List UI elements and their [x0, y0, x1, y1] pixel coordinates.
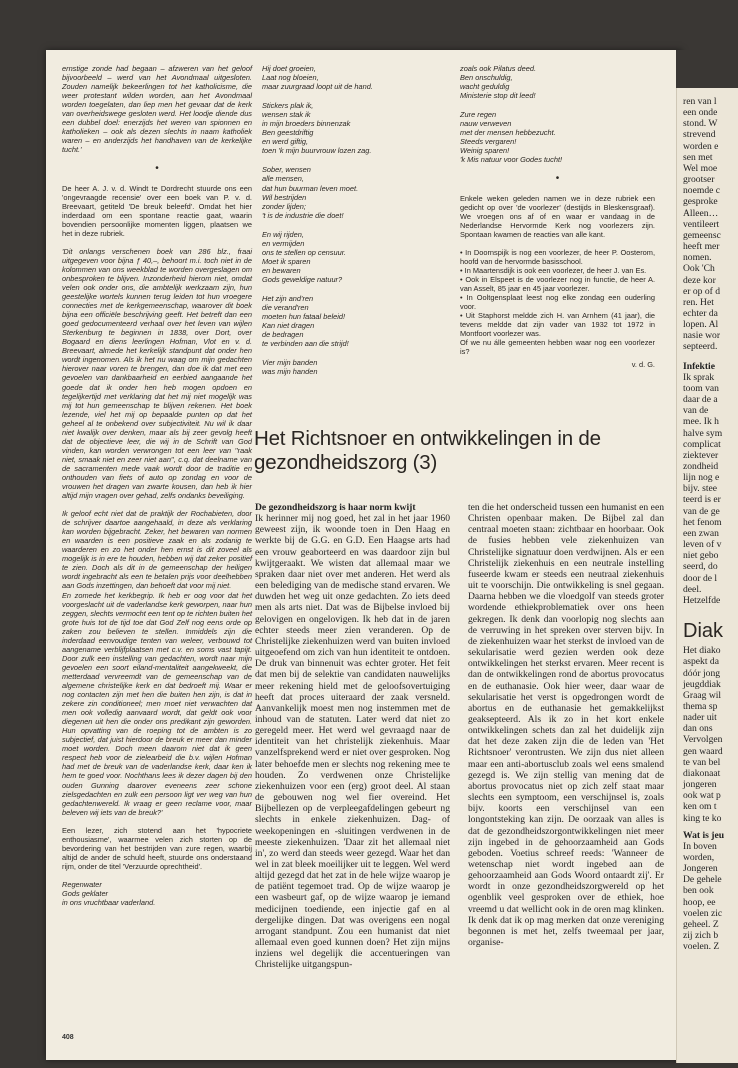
- poem-line: in ons vruchtbaar vaderland.: [62, 898, 156, 908]
- col3-item: • In Maartensdijk is ook een voorlezer, de heer J. van Es.: [460, 265, 647, 275]
- poem-line: Regenwater: [62, 879, 102, 889]
- next-page-text: ren van l een onde stond. W strevend worden e sen met Wel moe grootser noemde c gesproke Alleen… ventileert gemeensc heeft mer nomen. Ook 'Ch deze kor er op of d ren. Het echter da lopen. Al nasie wor septeerd. Infektie Ik sprak toom van daar de a van de mee. Ik h halve sym complicat ziektever zondheid lijn nog e bijv. stee teerd is er van de ge het fenom een zwan leven of v niet gebo seerd, do door de l deel. Hetzelfde Diak Het diako aspekt da dóór jong jeugddiak Graag wil thema sp nader uit dan ons Vervolgen gen waard te van bel diakonaat jongeren ook wat p ken om t king te ko Wat is jeu In boven worden, Jongeren De gehele ben ook hoop, ee voelen zic geheel. Z zij zich b voelen. Z: [677, 88, 738, 952]
- col1-intro: ernstige zonde had begaan – afzweren van het geloof bijvoorbeeld – werd van het Avondmaal uitgesloten. Zouden namelijk bekeerlingen tot het katholicisme, die weer protestant wilden worden, aan het Avondmaal worden toegelaten, dan liep men het gevaar dat de kerk van overheidswege gesloten werd. Het loodje diende dus een dubbel doel: enerzijds het weren van spionnen en katholieken – ook als dezen slechts in naam katholiek waren – en anderzijds het handhaven van de kerkelijke tucht.': [62, 64, 252, 155]
- article-subhead: De gezondheidszorg is haar norm kwijt: [255, 502, 416, 513]
- col3-item: • In Doornspijk is nog een voorlezer, de heer P. Oosterom, hoofd van de hervormde basisschool.: [460, 247, 655, 266]
- col1-paragraph-5: En zomede het kerkbegrip. Ik heb er oog voor dat het voorgeslacht uit de vaderlandse kerk geworpen, naar hun zeggen, slechts vermocht een tent op te richten buiten het grote huis tot de tijd toe dat God Zelf nog eens orde op zaken zou believen te stellen. Inmiddels zijn die inderdaad eenvoudige tenten van weleer, verbouwd tot aangename verblijfplaatsen met c.v. en soms vast tapijt. Door zulk een instelling van gedachten, wordt naar mijn gevoelen een soort eiland-mentaliteit aangekweekt, die metterdaad vervreemdt van de gemeenschap van de algemene christelijke kerk en dat bedroeft mij. Waar er nog contacten zijn met hen die buiten hen zijn, is dat in zekere zin conditioneel; men moet niet verwachten dat men ook volledig aanvaard wordt, dat geldt ook voor diegenen uit hen die onder ons predikant zijn geworden. Hun opvatting van de roeping tot de ambten is zo subjectief, dat juist hierdoor de breuk er meer dan minder moet worden. Doch meen daarom niet dat ik geen respect heb voor de zielearbeid die b.v. wijlen Hofman had met de breuk van de vaderlandse kerk, daar ken ik hem te goed voor. Nochthans lees ik dezer dagen bij den ouden Gunning daarover eveneens zeer schone zielsgedachten en zulk een persoon ligt ver weg van hun gedachtenwereld. Ik vraag er geen reclame voor, maar beleven wij iets van de breuk?': [62, 590, 252, 817]
- col1-paragraph-2: De heer A. J. v. d. Windt te Dordrecht stuurde ons een 'ongevraagde recensie' over een boek van P. v. d. Breevaart, getiteld 'De breuk beleefd'. Omdat het hier inderdaad om een spontane reactie gaat, waarin bovendien persoonlijke momenten liggen, plaatsen we het in deze rubriek.: [62, 183, 252, 238]
- col1-paragraph-3: 'Dit onlangs verschenen boek van 286 blz., fraai uitgegeven voor bijna ƒ 40,–, behoort m.i. toch niet in de kolommen van ons weekblad te worden overgeslagen om onbesproken te blijven. Inzonderheid hierom niet, omdat velen ook onder ons, die ambtelijk werkzaam zijn, hun geestelijke wortels kunnen terug leiden tot hun vroegere connecties met de kerkgemeenschap, waarover dit boek bijna een officiële beschrijving geeft. Het betreft dan een goed gedocumenteerd verhaal over het leven van wijlen Sterkenburg te beginnen in 1838, over Dort, over Bogaard en diens leerlingen Hofman, Vlot en v. d. Breevaart, almede het kerkelijk standpunt dat onder hen wordt ingenomen. Als ik het nu waag om mijn gedachten hierover naar voren te brengen, dan doe ik dat met een gevoelen van dankbaarheid en eerbied aangaande het goede dat ik onder hen heb mogen opdoen en tegelijkertijd met verklaring dat het mij niet mogelijk was mij tot hun gemeenschap te blijven rekenen. Het boek lezende, viel het mij op bepaalde punten op dat het geheel al te onbekend over subjectiviteit. Nu wil ik daar niet kwalijk over denken, maar als bij zeer gevolg heeft dat de objectieve leer, die wij in de Schrift van God vinden, kan worden verwrongen tot een leer van ''raak niet, smaak niet en zeer niet aan'', c.q. dat deelname van de sacramenten mede vaak wordt door de traditie en onthouden van fiets of auto op zondag en voor de vrouwen het dragen van zwarte kousen, dan heb ik hier altijd mijn vragen over gehad, zelfs ondanks beveiliging.: [62, 246, 252, 501]
- page-number: 408: [62, 1034, 74, 1041]
- col1-poem: [62, 880, 252, 907]
- poem-stanza: Zure regen nauw verweven met der mensen hebbezucht. Steeds vergaren! Weinig sparen! 'k Mis natuur voor Godes tucht!: [460, 110, 563, 165]
- signature: v. d. G.: [631, 360, 655, 370]
- article-column-left: [255, 502, 450, 971]
- poem-stanza: Vier mijn banden was mijn handen: [262, 358, 318, 377]
- poem-stanza: Hij doet groeien, Laat nog bloeien, maar zuurgraad loopt uit de hand.: [262, 64, 373, 92]
- col3-closing: Of we nu álle gemeenten hebben waar nog een voorlezer is?: [460, 338, 655, 357]
- article-column-right: [468, 502, 664, 948]
- separator-bullet: •: [155, 163, 159, 175]
- poem-line: Gods geklater: [62, 888, 109, 898]
- col1-paragraph-6: Een lezer, zich stotend aan het 'hypocriete enthousiasme', waarmee velen zich storten op de bevordering van het bestrijden van zure regen, waarbij altijd de ander de schuld heeft, stuurde ons onderstaand rijm, onder de titel 'Verzuurde oprechtheid'.: [62, 825, 252, 871]
- page-gutter: [676, 50, 738, 90]
- column-2-poem: [262, 64, 432, 386]
- article-headline: Het Richtsnoer en ontwikkelingen in de gezondheidszorg (3): [254, 426, 601, 474]
- col3-item: • Uit Staphorst meldde zich H. van Arnhem (41 jaar), die tevens meldde dat zijn vader van 1932 tot 1972 in Montfoort voorlezer was.: [460, 311, 655, 339]
- col3-item: • Ook in Elspeet is de voorlezer nog in functie, de heer A. van Asselt, 85 jaar en 45 jaar voorlezer.: [460, 274, 655, 293]
- next-page-heading: Diak: [683, 620, 724, 643]
- next-page-strip: [676, 88, 738, 1063]
- col1-paragraph-4: Ik geloof echt niet dat de praktijk der Rochabieten, door de schrijver daartoe aangehaald, in deze als verklaring kan worden bijgebracht. Zeker, het bewaren van normen en waarden is een positieve zaak en als zodanig te waarderen en zo het onder hen ernst is dit zoveel als mogelijk is in ere te houden, hebben wij dat zeker positief te zien. Doch als dit in de gemeenschap der heiligen wordt ingebracht als een te betalen prijs voor deelhebben aan Gods inzettingen, dan behoeft dat voor mij niet.: [62, 509, 252, 591]
- poem-stanza: zoals ook Pilatus deed. Ben onschuldig, wacht geduldig Ministerie stop dit leed!: [460, 64, 537, 101]
- column-3: [460, 64, 655, 369]
- column-1: [62, 64, 252, 907]
- article-body-right: ten die het onderscheid tussen een humanist en een Christen openbaar maken. De Bijbel zal dan centraal moeten staan: zichtbaar en hoorbaar. Ook de fusies hebben vele ziekenhuizen van Christelijke signatuur doen verdwijnen. Als er een Christelijk ziekenhuis en een neutrale instelling fuseerde kwam er steeds een neutraal ziekenhuis uit te voorschijn. Die ontwikkeling is snel gegaan. Daarna hebben we die vloedgolf van steeds groter wordende ethiekproblematiek over ons heen gekregen. Ik denk dan voorlopig nog slechts aan de verruwing in het spreken over sterven bijv. In de ziekenhuizen waar het sterkst de invloed van de sekularisatie werd gezien werden ook deze ontwikkelingen het sterkst ervaren. Meer recent is dan de ontwikkelingen rond de abortus provocatus en de euthanasie. Ook hier weer, daar waar de sekularisatie het verst is opgedrongen wordt de abortus en de euthanasie het gemakkelijkst geaksepteerd. Als ik zo in het kort enkele ontwikkelingen schets dan zal het duidelijk zijn dat het deze zaken zijn die de leden van 'Het Richtsnoer' verontrusten. We zijn dus niet alleen maar een anti-abortusclub zoals wel eens smalend gezegd is. We zijn stellig van mening dat de abortus provocatus niet op zich zelf staat maar slechts een symptoom, een verschijnsel is, zoals bijv. koorts een verschijnsel van een longontsteking kan zijn. De oorzaak van alles is dat de gezondheidszorgontwikkelingen niet meer zijn ingebed in de gehoorzaamheid aan Gods geboden. Voetius schreef reeds: 'Wanneer de wetenschap niet wordt ingebed aan de gehoorzaamheid aan Gods Woord ontaardt zij'. Er wordt in onze gezondheidszorgwereld op het ogenblik veel gesproken over de ethiek, hoe vreemd u dat wellicht ook in de oren mag klinken. Ik denk dat ik op mag merken dat onze vereniging begonnen is met het, zelfs tweemaal per jaar, organise-: [468, 502, 664, 949]
- separator-bullet: •: [555, 173, 560, 185]
- poem-stanza: Het zijn and'ren die verand'ren moeten hun fataal beleid! Kan niet dragen de bedragen te verbinden aan die strijd!: [262, 293, 349, 349]
- poem-stanza: En wij rijden, en vermijden ons te stellen op censuur. Moet ik sparen en bewaren Gods geweldige natuur?: [262, 229, 346, 284]
- article-body-left: Ik herinner mij nog goed, het zal in het jaar 1960 geweest zijn, ik woonde toen in Den Haag en werkte bij de G.G. en G.D. Een Haagse arts had een vrouw geaborteerd en was daardoor zijn bul kwijtgeraakt. We wisten dat allemaal maar we spraken daar niet over met anderen. Het werd als een belediging van de medische stand ervaren. We duwden het weg uit onze gedachten. Zo iets deed men als arts niet. Dat was de Bijbelse invloed bij gelovigen en ongelovigen. Ik heb dat in de jaren echter steeds meer zien veranderen. Op de Christelijke ziekenhuizen werd van buiten invloed uitgeoefend om zich van hun identiteit te ontdoen. De druk van binnenuit was echter groter. Het feit dat men bij de selektie van candidaten nauwelijks meer rekening hield met de geloofsovertuiging heeft dat proces uiteraard der zaak versneld. Aanvankelijk moest men nog instemmen met de inhoud van de statuten. Later werd dat niet zo geregeld meer. Het werd wel gevraagd naar de identiteit van het christelijk ziekenhuis. Maar vanzelfsprekend werd er niet over gesproken. Nog later behoefde men er slechts nog rekening mee te houden. Zo verdwenen onze Christelijke ziekenhuizen voor een (erg) groot deel. Al staan de gebouwen nog wel fier overeind. Het Bijbellezen op de verpleegafdelingen gebeurt ng slechts in enkele ziekenhuizen. Dag- of weekopeningen en -sluitingen verdwenen in de meeste ziekenhuizen. 'Daar zit het allemaal niet in', zo werd dan steeds weer gezegd. Waar het dan wel in zat bleek moeilijker uit te leggen. Wel werd altijd gezegd dat het zat in de hele wijze waarop je de patiënt tegemoet trad. Op de wijze waarop je een wasbeurt gaf, op de wijze waarop je iemand medicijnen toediende, een injectie gaf en al dergelijke dingen. Dat was overigens een nogal arrogant standpunt. Zou een humanist dat niet allemaal even goed kunnen doen? Het zijn mijns inziens wel degelijk die accentueringen van Christelijke uitgangspun-: [255, 513, 450, 971]
- col3-item: • In Ooltgensplaat leest nog elke zondag een ouderling voor.: [460, 292, 655, 312]
- poem-stanza: Stickers plak ik, wensen stak ik in mijn broeders binnenzak Ben geestdriftig en werd giftig, toen 'k mijn buurvrouw lozen zag.: [262, 101, 372, 156]
- poem-stanza: Sober, wensen alle mensen, dat hun buurman leven moet. Wil bestrijden zonder lijden; 't is de industrie die doet!: [262, 165, 359, 220]
- col3-paragraph-1: Enkele weken geleden namen we in deze rubriek een gedicht op over 'de voorlezer' (destijds in Bleskensgraaf). We vroegen ons af of en waar er vandaag in de Nederlandse Hervormde Kerk nog voorlezers zijn. Spontaan kwamen de reacties van alle kant.: [460, 193, 655, 239]
